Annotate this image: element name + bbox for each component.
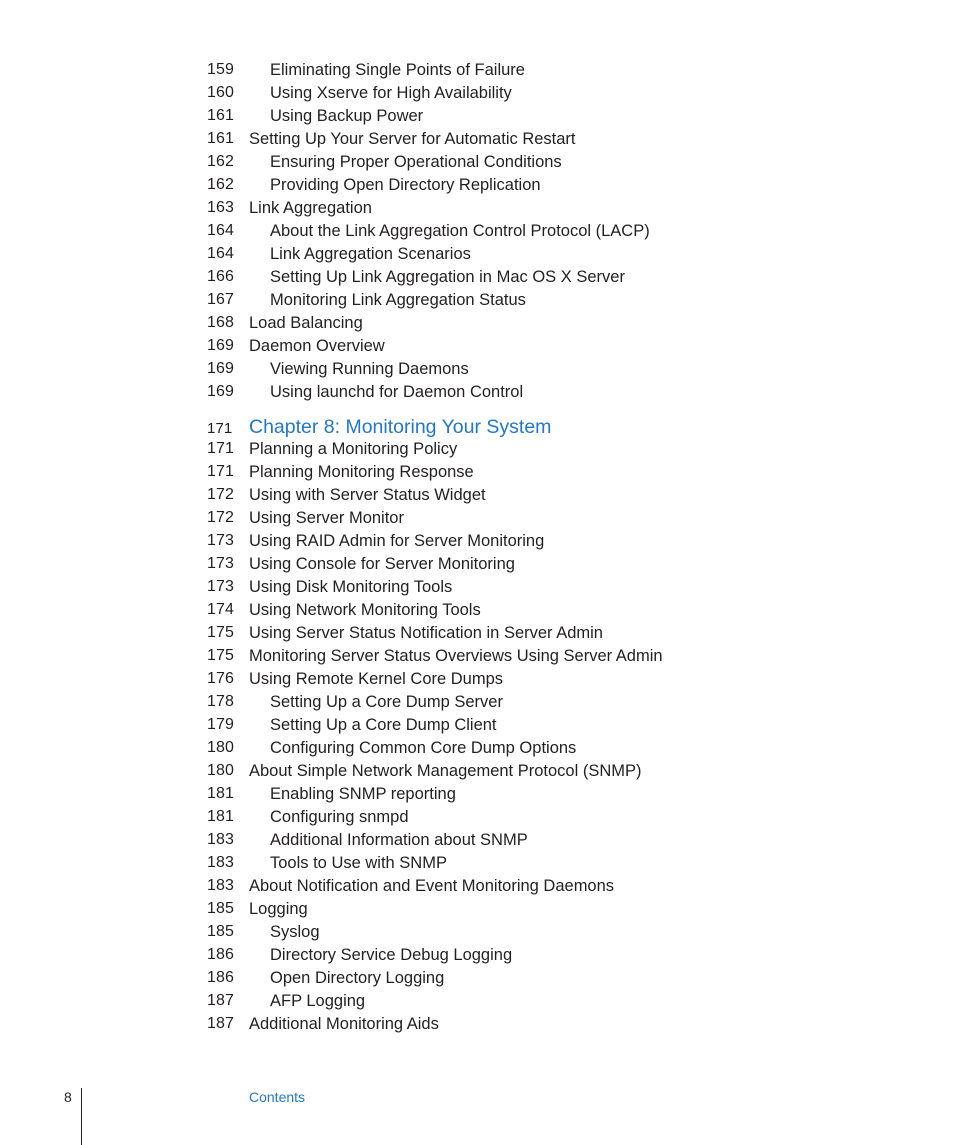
toc-entry[interactable] — [0, 508, 954, 531]
toc-entry[interactable] — [0, 623, 954, 646]
toc-entry-title: Eliminating Single Points of Failure — [270, 61, 525, 79]
toc-entry-title: Monitoring Server Status Overviews Using Server Admin — [249, 647, 663, 665]
toc-entry-title: Additional Information about SNMP — [270, 831, 528, 849]
toc-entry[interactable] — [0, 462, 954, 485]
toc-entry-title: Planning a Monitoring Policy — [249, 440, 458, 458]
toc-entry[interactable] — [0, 968, 954, 991]
toc-entry-title: Link Aggregation Scenarios — [270, 245, 471, 263]
toc-entry-title: Open Directory Logging — [270, 969, 445, 987]
toc-entry[interactable] — [0, 175, 954, 198]
toc-entry[interactable] — [0, 554, 954, 577]
toc-page-number: 183 — [207, 877, 234, 894]
toc-page-number: 167 — [207, 291, 234, 308]
toc-entry-title: Using with Server Status Widget — [249, 486, 486, 504]
toc-entry[interactable] — [0, 807, 954, 830]
toc-entry-title: Using launchd for Daemon Control — [270, 383, 524, 401]
toc-page-number: 161 — [207, 107, 234, 124]
toc-page-number: 185 — [207, 900, 234, 917]
toc-entry[interactable] — [0, 382, 954, 405]
toc-entry[interactable] — [0, 531, 954, 554]
toc-entry[interactable] — [0, 646, 954, 669]
toc-entry-title: Using RAID Admin for Server Monitoring — [249, 532, 545, 550]
toc-page-number: 162 — [207, 176, 234, 193]
toc-entry-title: Enabling SNMP reporting — [270, 785, 456, 803]
toc-page-number: 171 — [207, 463, 234, 480]
toc-page-number: 172 — [207, 509, 234, 526]
toc-entry-title: AFP Logging — [270, 992, 366, 1010]
toc-page-number: 172 — [207, 486, 234, 503]
toc-entry[interactable] — [0, 60, 954, 83]
toc-page-number: 175 — [207, 647, 234, 664]
toc-page-number: 174 — [207, 601, 234, 618]
toc-entry-title: Using Server Status Notification in Server Admin — [249, 624, 603, 642]
toc-entry-title: About the Link Aggregation Control Protocol (LACP) — [270, 222, 650, 240]
toc-entry[interactable] — [0, 485, 954, 508]
toc-entry-title: Load Balancing — [249, 314, 363, 332]
toc-entry-title: Daemon Overview — [249, 337, 385, 355]
toc-entry[interactable] — [0, 152, 954, 175]
toc-page-number: 171 — [207, 420, 233, 437]
toc-entry[interactable] — [0, 221, 954, 244]
toc-entry[interactable] — [0, 129, 954, 152]
footer-section-label: Contents — [249, 1089, 306, 1105]
toc-entry[interactable] — [0, 198, 954, 221]
toc-page-number: 187 — [207, 992, 234, 1009]
toc-page-number: 171 — [207, 440, 234, 457]
toc-page-number: 169 — [207, 337, 234, 354]
toc-page-number: 181 — [207, 808, 234, 825]
toc-entry-title: Using Xserve for High Availability — [270, 84, 512, 102]
chapter-heading[interactable] — [0, 415, 954, 438]
toc-page-number: 173 — [207, 555, 234, 572]
toc-page-number: 160 — [207, 84, 234, 101]
toc-entry[interactable] — [0, 991, 954, 1014]
toc-entry-title: Setting Up a Core Dump Client — [270, 716, 497, 734]
toc-entry[interactable] — [0, 290, 954, 313]
footer-page-number: 8 — [64, 1089, 72, 1105]
toc-entry[interactable] — [0, 106, 954, 129]
toc-page-number: 176 — [207, 670, 234, 687]
toc-entry-title: Configuring snmpd — [270, 808, 409, 826]
toc-entry[interactable] — [0, 313, 954, 336]
toc-page-number: 173 — [207, 532, 234, 549]
toc-entry-title: Using Network Monitoring Tools — [249, 601, 481, 619]
chapter-title: Chapter 8: Monitoring Your System — [249, 416, 552, 438]
toc-page-number: 163 — [207, 199, 234, 216]
toc-entry[interactable] — [0, 738, 954, 761]
toc-page-number: 178 — [207, 693, 234, 710]
toc-entry-title: Setting Up Your Server for Automatic Restart — [249, 130, 576, 148]
toc-entry-title: Logging — [249, 900, 308, 918]
toc-page-number: 169 — [207, 383, 234, 400]
toc-page-number: 161 — [207, 130, 234, 147]
toc-entry-title: About Notification and Event Monitoring Daemons — [249, 877, 615, 895]
toc-entry-title: Monitoring Link Aggregation Status — [270, 291, 526, 309]
toc-page-number: 186 — [207, 946, 234, 963]
toc-entry[interactable] — [0, 715, 954, 738]
toc-entry-title: Setting Up Link Aggregation in Mac OS X Server — [270, 268, 625, 286]
toc-page-number: 164 — [207, 245, 234, 262]
toc-page-number: 186 — [207, 969, 234, 986]
toc-page-number: 183 — [207, 831, 234, 848]
toc-entry[interactable] — [0, 577, 954, 600]
toc-page-number: 180 — [207, 739, 234, 756]
toc-page-number: 180 — [207, 762, 234, 779]
toc-page-number: 162 — [207, 153, 234, 170]
toc-page-number: 181 — [207, 785, 234, 802]
toc-entry-title: Link Aggregation — [249, 199, 372, 217]
toc-page-number: 159 — [207, 61, 234, 78]
toc-entry[interactable] — [0, 922, 954, 945]
toc-page-number: 168 — [207, 314, 234, 331]
toc-entry-title: Using Server Monitor — [249, 509, 404, 527]
toc-entry[interactable] — [0, 784, 954, 807]
toc-entry[interactable] — [0, 692, 954, 715]
toc-entry-title: Ensuring Proper Operational Conditions — [270, 153, 562, 171]
toc-entry-title: Using Backup Power — [270, 107, 424, 125]
toc-entry[interactable] — [0, 899, 954, 922]
toc-entry-title: Directory Service Debug Logging — [270, 946, 513, 964]
toc-page-number: 187 — [207, 1015, 234, 1032]
toc-entry[interactable] — [0, 244, 954, 267]
toc-entry-title: About Simple Network Management Protocol (SNMP) — [249, 762, 642, 780]
toc-entry[interactable] — [0, 1014, 954, 1037]
toc-entry[interactable] — [0, 439, 954, 462]
toc-entry[interactable] — [0, 600, 954, 623]
toc-entry[interactable] — [0, 83, 954, 106]
toc-entry-title: Syslog — [270, 923, 320, 941]
toc-entry[interactable] — [0, 853, 954, 876]
toc-entry-title: Viewing Running Daemons — [270, 360, 469, 378]
toc-entry-title: Using Remote Kernel Core Dumps — [249, 670, 504, 688]
toc-page-number: 166 — [207, 268, 234, 285]
toc-entry[interactable] — [0, 267, 954, 290]
footer-divider — [81, 1088, 82, 1145]
toc-entry[interactable] — [0, 761, 954, 784]
toc-page-number: 169 — [207, 360, 234, 377]
toc-entry-title: Using Disk Monitoring Tools — [249, 578, 453, 596]
toc-page-number: 179 — [207, 716, 234, 733]
toc-entry[interactable] — [0, 336, 954, 359]
toc-entry-title: Setting Up a Core Dump Server — [270, 693, 503, 711]
toc-entry-title: Providing Open Directory Replication — [270, 176, 541, 194]
toc-page-number: 175 — [207, 624, 234, 641]
toc-page-number: 183 — [207, 854, 234, 871]
toc-entry[interactable] — [0, 945, 954, 968]
toc-entry[interactable] — [0, 359, 954, 382]
toc-page-number: 185 — [207, 923, 234, 940]
toc-entry[interactable] — [0, 830, 954, 853]
toc-entry-title: Using Console for Server Monitoring — [249, 555, 515, 573]
toc-entry[interactable] — [0, 876, 954, 899]
toc-entry[interactable] — [0, 669, 954, 692]
toc-entry-title: Additional Monitoring Aids — [249, 1015, 439, 1033]
toc-entry-title: Tools to Use with SNMP — [270, 854, 447, 872]
toc-page-number: 164 — [207, 222, 234, 239]
toc-entry-title: Planning Monitoring Response — [249, 463, 474, 481]
toc-entry-title: Configuring Common Core Dump Options — [270, 739, 577, 757]
toc-page-number: 173 — [207, 578, 234, 595]
